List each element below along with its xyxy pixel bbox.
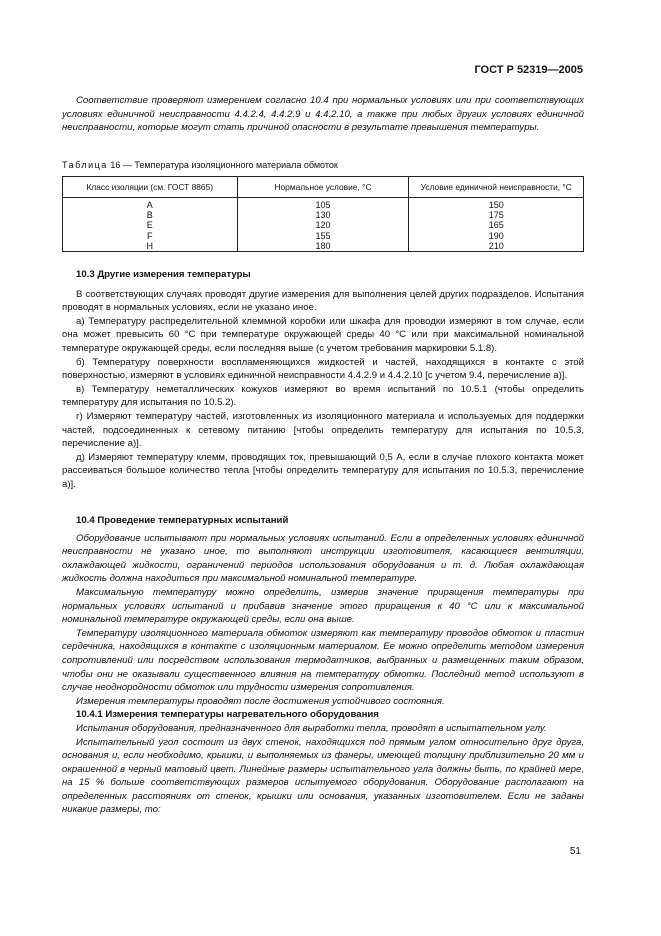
table-row: [63, 220, 584, 230]
paragraph: В соответствующих случаях проводят другие измерения для выполнения целей других подразделов. Испытания проводят в нормальных условиях, если не указано иное.: [62, 288, 584, 314]
list-item-b: б) Температуру поверхности воспламеняющихся жидкостей и частей, находящихся в контакте с этой поверхностью, измеряют в условиях единичной неисправности 4.4.2.9 и 4.4.2.10 [с учетом 9.4, перечисление а)].: [62, 356, 584, 382]
paragraph: Испытательный угол состоит из двух стенок, находящихся под прямым углом относительно друг друга, основания и, если необходимо, крышки, и выполняемых из фанеры, имеющей толщину приблизительно 20 мм и окрашенной в черный матовый цвет. Линейные размеры испытательного угла должны быть, по крайней мере, на 15 % больше соответствующих размеров испытуемого оборудования. Оборудование располагают на определенных расстояниях от стенок, крышки или основания, указанных изготовителем. Если не заданы никакие размеры, то:: [62, 736, 584, 816]
table-cell: 150: [409, 198, 584, 211]
table-cell: F: [63, 231, 238, 241]
table-cell: 105: [237, 198, 409, 211]
column-header: Условие единичной неисправности, °С: [409, 177, 584, 198]
table-cell: 155: [237, 231, 409, 241]
section-heading: 10.3 Другие измерения температуры: [76, 269, 251, 280]
list-item-a: а) Температуру распределительной клеммной коробки или шкафа для проводки измеряют в том случае, если она может превысить 60 °С при температуре окружающей среды 40 °С или при максимальной номинальной температуре окружающей среды, если последняя выше (с учетом требования маркировки 5.1.8).: [62, 315, 584, 354]
section-10-3: [62, 268, 584, 492]
paragraph: Оборудование испытывают при нормальных условиях испытаний. Если в определенных условиях единичной неисправности не указано иное, то выполняют инструкции изготовителя, касающиеся вентиляции, охлаждающей жидкости, ограничений периодов использования оборудования и т. д. Любая охлаждающая жидкость должна находиться при максимальной номинальной температуре.: [62, 532, 584, 585]
paragraph: Испытания оборудования, предназначенного для выработки тепла, проводят в испытательном углу.: [76, 722, 547, 734]
subsection-heading: 10.4.1 Измерения температуры нагревательного оборудования: [76, 709, 379, 721]
paragraph: Измерения температуры проводят после достижения устойчивого состояния.: [76, 695, 445, 707]
table-cell: 120: [237, 220, 409, 230]
table-caption-prefix: Таблица: [62, 160, 108, 170]
page-number: 51: [569, 846, 581, 857]
column-header: Класс изоляции (см. ГОСТ 8865): [63, 177, 238, 198]
table-cell: B: [63, 210, 238, 220]
table-cell: 190: [409, 231, 584, 241]
table-row: [63, 231, 584, 241]
table-row: [63, 210, 584, 220]
list-item-d: д) Измеряют температуру клемм, проводящих ток, превышающий 0,5 А, если в случае плохого контакта может рассеиваться большое количество тепла [чтобы определить температуру для испытания по 10.5.3, перечисление а)].: [62, 451, 584, 490]
table-row: [63, 198, 584, 211]
table-cell: 175: [409, 210, 584, 220]
insulation-temperature-table: [62, 176, 584, 252]
section-heading: 10.4 Проведение температурных испытаний: [76, 515, 289, 526]
table-cell: A: [63, 198, 238, 211]
table-cell: 130: [237, 210, 409, 220]
table-row: [63, 241, 584, 252]
paragraph: Температуру изоляционного материала обмоток измеряют как температуру проводов обмоток и пластин сердечника, находящихся в контакте с изоляционным материалом. Ее можно определить методом измерения сопротивлений или посредством использования термодатчиков, выбранных и размещенных таким образом, чтобы они не оказывали существенного влияния на температуру обмотки. Последний метод используют в случае неоднородности обмоток или трудности измерения сопротивления.: [62, 627, 584, 694]
paragraph: Максимальную температуру можно определить, измерив значение приращения температуры при нормальных условиях испытаний и прибавив значение этого приращения к 40 °С или к максимальной номинальной температуре окружающей среды, если она выше.: [62, 586, 584, 626]
list-item-g: г) Измеряют температуру частей, изготовленных из изоляционного материала и используемых для поддержки частей, подсоединенных к сетевому питанию [чтобы определить температуру для испытания по 10.5.3, перечисление а)].: [62, 410, 584, 450]
table-cell: H: [63, 241, 238, 252]
table-cell: 180: [237, 241, 409, 252]
table-caption: [62, 160, 338, 170]
intro-paragraph: Соответствие проверяют измерением согласно 10.4 при нормальных условиях или при соответствующих условиях единичной неисправности 4.4.2.4, 4.4.2.9 и 4.4.2.10, а также при любых других условиях единичной неисправности, которые могут стать причиной опасности в результате превышения температуры.: [62, 95, 584, 134]
table-cell: E: [63, 220, 238, 230]
table-caption-text: 16 — Температура изоляционного материала обмоток: [110, 160, 338, 170]
column-header: Нормальное условие, °С: [237, 177, 409, 198]
table-header-row: [63, 177, 584, 198]
standard-header: ГОСТ Р 52319—2005: [474, 64, 583, 76]
section-10-4: [62, 514, 584, 817]
list-item-v: в) Температуру неметаллических кожухов измеряют во время испытаний по 10.5.1 (чтобы определить температуру для испытания по 10.5.2).: [62, 383, 584, 409]
table-cell: 165: [409, 220, 584, 230]
table-cell: 210: [409, 241, 584, 252]
